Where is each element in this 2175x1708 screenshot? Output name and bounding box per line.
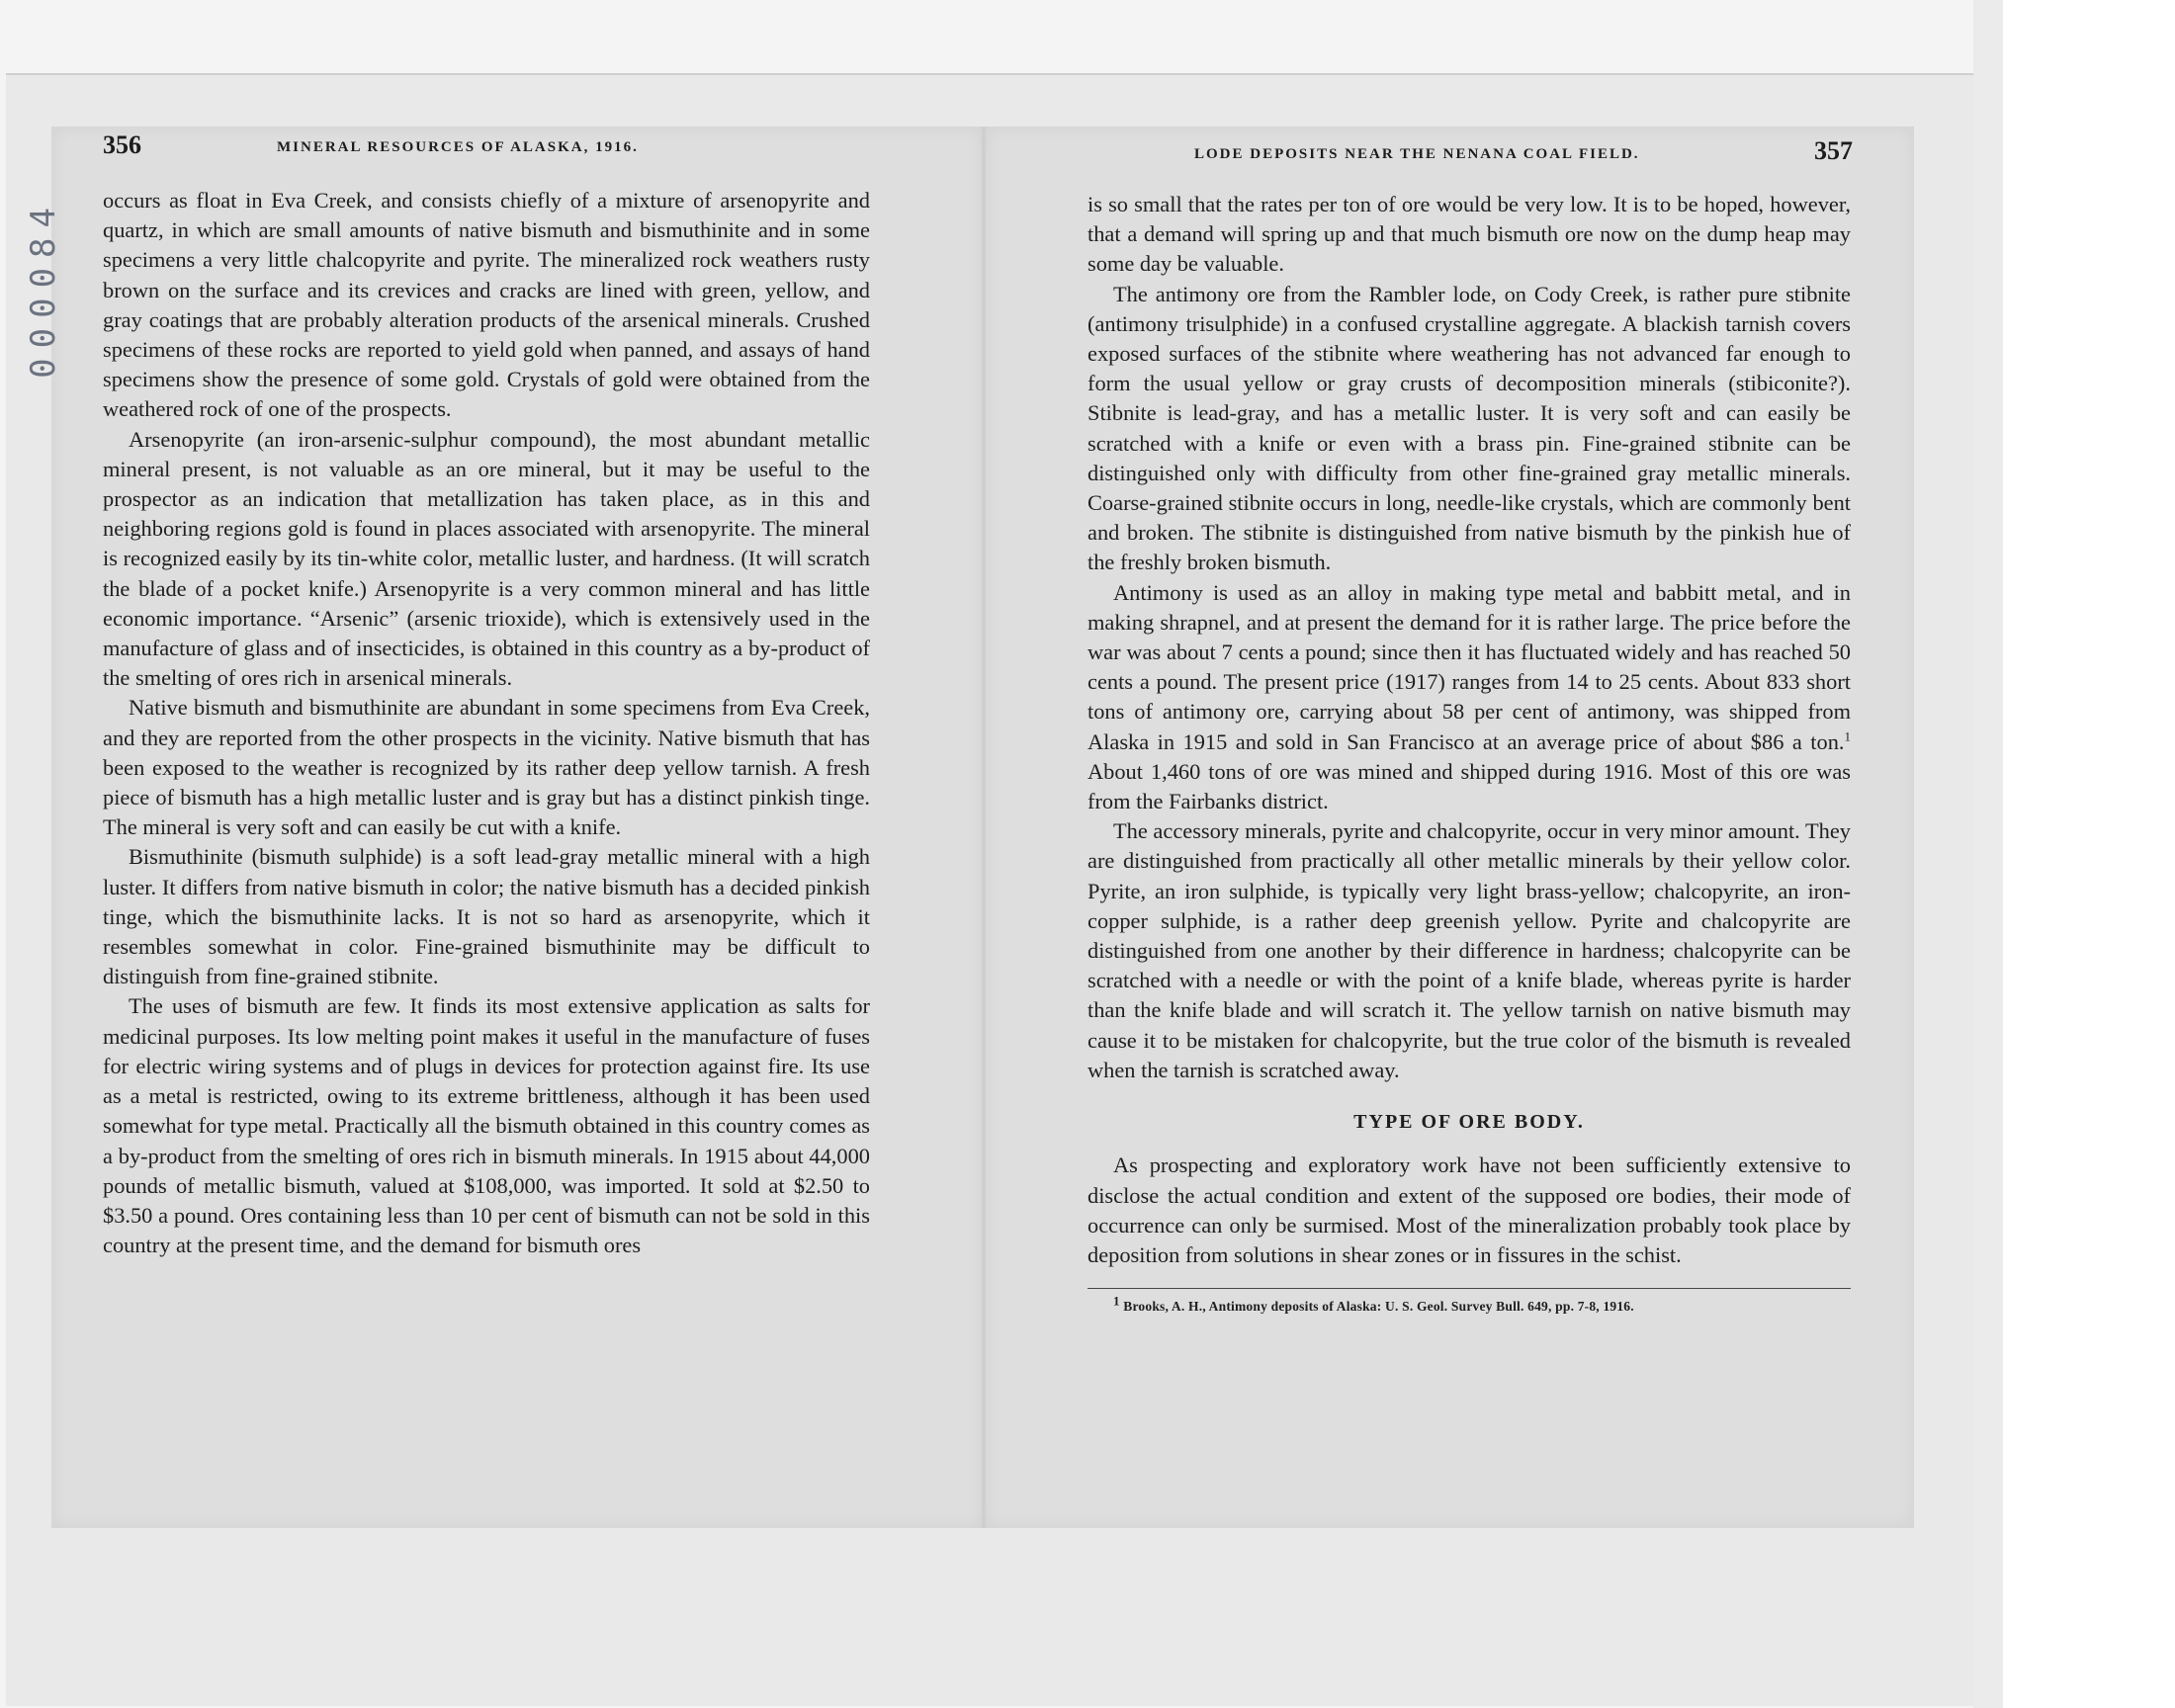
paragraph: The accessory minerals, pyrite and chalcopyrite, occur in very minor amount. They are distinguished from practically all other metallic minerals by their yellow color. Pyrite, an iron sulphide, is typically very light brass-yellow; chalcopyrite, an iron-copper sulphide, is a rather deep greenish yellow. Pyrite and chalcopyrite are distinguished from one another by their difference in hardness; chalcopyrite can be scratched with a needle or with the point of a knife blade, whereas pyrite is harder than the knife blade and will scratch it. The yellow tarnish on native bismuth may cause it to be mistaken for chalcopyrite, but the true color of the bismuth is revealed when the tarnish is scratched away.: [1088, 818, 1851, 1082]
antimony-text-b: About 1,460 tons of ore was mined and shipped during 1916. Most of this ore was from the Fairbanks district.: [1088, 758, 1851, 814]
paragraph: The antimony ore from the Rambler lode, on Cody Creek, is rather pure stibnite (antimony trisulphide) in a confused crystalline aggregate. A blackish tarnish covers exposed surfaces of the stibnite where weathering has not advanced far enough to form the usual yellow or gray crusts of decomposition minerals (stibiconite?). Stibnite is lead-gray, and has a metallic luster. It is very soft and can easily be scratched with a knife or even with a brass pin. Fine-grained stibnite can be distinguished only with difficulty from other fine-grained gray metallic minerals. Coarse-grained stibnite occurs in long, needle-like crystals, which are commonly bent and broken. The stibnite is distinguished from native bismuth by the pinkish hue of the freshly broken bismuth.: [1088, 281, 1851, 575]
left-page-number: 356: [103, 130, 141, 159]
footnote: [1088, 1293, 1851, 1316]
right-page-body: [1088, 190, 1851, 1316]
left-running-head: MINERAL RESOURCES OF ALASKA, 1916.: [277, 139, 639, 155]
paragraph-antimony: [1088, 578, 1851, 817]
paragraph: Native bismuth and bismuthinite are abundant in some specimens from Eva Creek, and they are reported from the other prospects in the vicinity. Native bismuth that has been exposed to the weather is recognized by its rather deep yellow tarnish. A fresh piece of bismuth has a high metallic luster and is gray but has a distinct pinkish tinge. The mineral is very soft and can easily be cut with a knife.: [103, 695, 870, 840]
footnote-rule: [1088, 1288, 1851, 1289]
book-gutter: [982, 127, 986, 1528]
antimony-text-a: Antimony is used as an alloy in making type metal and babbitt metal, and in making shrapnel, and at present the demand for it is rather large. The price before the war was about 7 cents a pound; since then it has fluctuated widely and has reached 50 cents a pound. The present price (1917) ranges from 14 to 25 cents. About 833 short tons of antimony ore, carrying about 58 per cent of antimony, was shipped from Alaska in 1915 and sold in San Francisco at an average price of about $86 a ton.: [1088, 579, 1851, 754]
footnote-text: Brooks, A. H., Antimony deposits of Alaska: U. S. Geol. Survey Bull. 649, pp. 7-8, 1916.: [1123, 1299, 1634, 1315]
paragraph: As prospecting and exploratory work have not been sufficiently extensive to disclose the actual condition and extent of the supposed ore bodies, their mode of occurrence can only be surmised. Most of the mineralization probably took place by deposition from solutions in shear zones or in fissures in the schist.: [1088, 1153, 1851, 1267]
paragraph: occurs as float in Eva Creek, and consists chiefly of a mixture of arsenopyrite and quartz, in which are small amounts of native bismuth and bismuthinite and in some specimens a very little chalcopyrite and pyrite. The mineralized rock weathers rusty brown on the surface and its crevices and cracks are lined with green, yellow, and gray coatings that are probably alteration products of the arsenical minerals. Crushed specimens of these rocks are reported to yield gold when panned, and assays of hand specimens show the presence of some gold. Crystals of gold were obtained from the weathered rock of one of the prospects.: [103, 188, 870, 422]
paragraph: The uses of bismuth are few. It finds its most extensive application as salts for medicinal purposes. Its low melting point makes it useful in the manufacture of fuses for electric wiring systems and of plugs in devices for protection against fire. Its use as a metal is restricted, owing to its extreme brittleness, although it has been used somewhat for type metal. Practically all the bismuth obtained in this country comes as a by-product from the smelting of ores rich in bismuth minerals. In 1915 about 44,000 pounds of metallic bismuth, valued at $108,000, was imported. It sold at $2.50 to $3.50 a pound. Ores containing less than 10 per cent of bismuth can not be sold in this country at the present time, and the demand for bismuth ores: [103, 993, 870, 1258]
paragraph: Arsenopyrite (an iron-arsenic-sulphur compound), the most abundant metallic mineral present, is not valuable as an ore mineral, but it may be useful to the prospector as an indication that metallization has taken place, as in this and neighboring regions gold is found in places associated with arsenopyrite. The mineral is recognized easily by its tin-white color, metallic luster, and hardness. (It will scratch the blade of a pocket knife.) Arsenopyrite is a very common mineral and has little economic importance. “Arsenic” (arsenic trioxide), which is extensively used in the manufacture of glass and of insecticides, is obtained in this country as a by-product of the smelting of ores rich in arsenical minerals.: [103, 426, 870, 691]
footnote-reference[interactable]: 1: [1844, 728, 1851, 744]
section-heading: TYPE OF ORE BODY.: [1353, 1111, 1585, 1134]
left-page-body: [103, 186, 870, 1260]
footnote-mark: 1: [1113, 1293, 1120, 1309]
scan-margin-white: [2003, 0, 2175, 1708]
right-page-number: 357: [1814, 136, 1853, 165]
scan-margin-gray: [1973, 0, 2003, 1708]
left-page-header: [103, 130, 874, 164]
right-running-head: LODE DEPOSITS NEAR THE NENANA COAL FIELD.: [1194, 146, 1640, 162]
paragraph: Bismuthinite (bismuth sulphide) is a soft lead-gray metallic mineral with a high luster. It differs from native bismuth in color; the native bismuth has a decided pinkish tinge, which the bismuthinite lacks. It is not so hard as arsenopyrite, which it resembles somewhat in color. Fine-grained bismuthinite may be difficult to distinguish from fine-grained stibnite.: [103, 844, 870, 989]
right-page-header: [1088, 130, 1853, 164]
margin-stamp: 000084: [24, 198, 63, 379]
paragraph: is so small that the rates per ton of ore would be very low. It is to be hoped, however, that a demand will spring up and that much bismuth ore now on the dump heap may some day be valuable.: [1088, 192, 1851, 277]
